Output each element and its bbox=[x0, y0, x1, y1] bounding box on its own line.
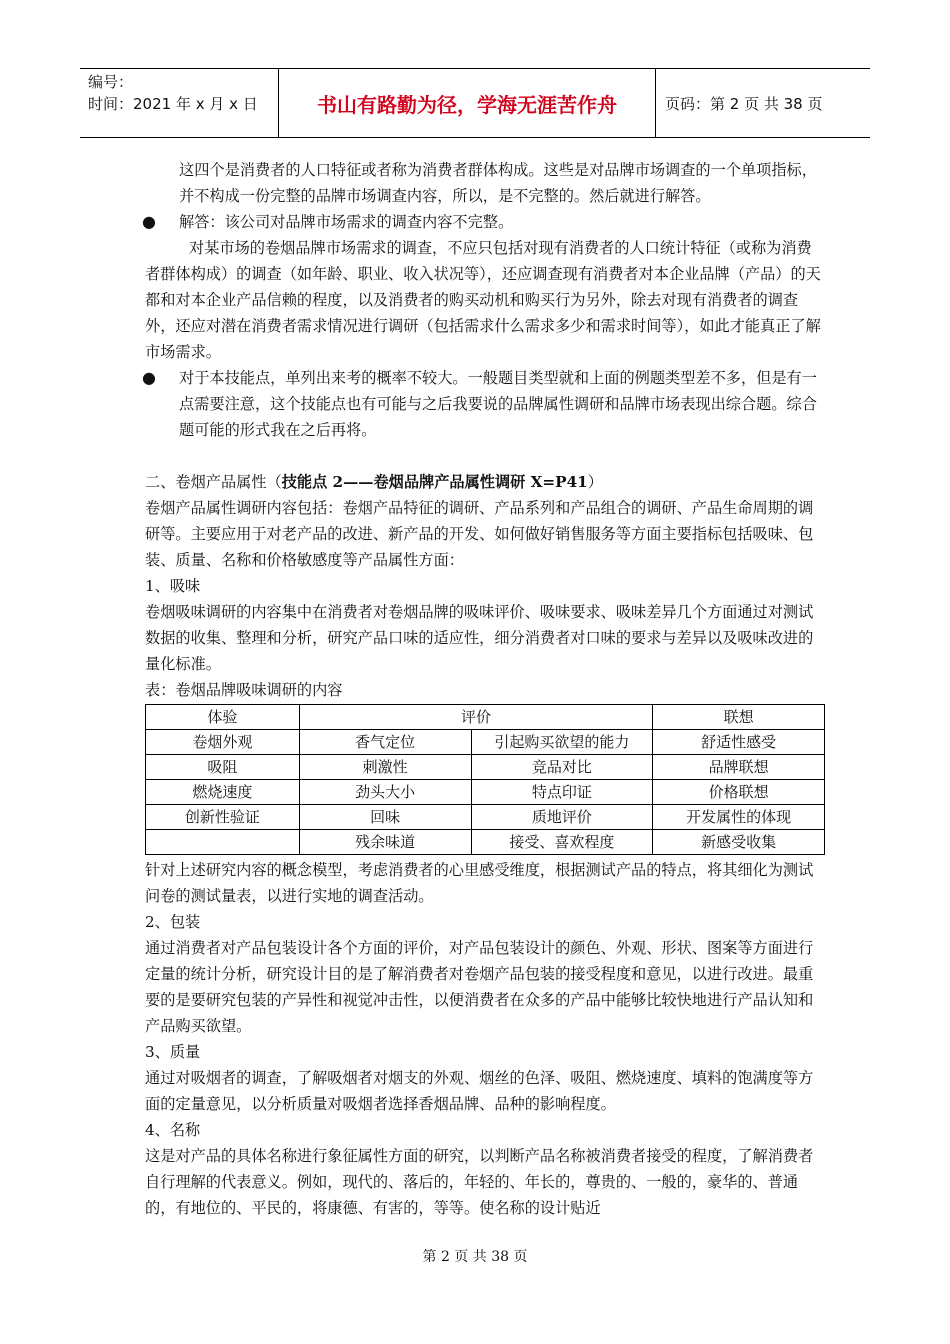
table-row bbox=[146, 780, 825, 805]
page-footer: 第 2 页 共 38 页 bbox=[422, 1249, 528, 1265]
table-header-cell: 体验 bbox=[146, 705, 300, 730]
subheading: 3、质量 bbox=[145, 1043, 201, 1061]
paragraph: 通过对吸烟者的调查，了解吸烟者对烟支的外观、烟丝的色泽、吸阻、燃烧速度、填料的饱满度等方面的定量意见，以分析质量对吸烟者选择香烟品牌、品种的影响程度。 bbox=[145, 1069, 814, 1113]
table-cell: 质地评价 bbox=[471, 805, 653, 830]
table-cell: 特点印证 bbox=[471, 780, 653, 805]
table-cell: 价格联想 bbox=[653, 780, 825, 805]
table-cell: 引起购买欲望的能力 bbox=[471, 730, 653, 755]
paragraph: 这四个是消费者的人口特征或者称为消费者群体构成。这些是对品牌市场调查的一个单项指标，并不构成一份完整的品牌市场调查内容，所以，是不完整的。然后就进行解答。 bbox=[179, 161, 817, 205]
paragraph: 对某市场的卷烟品牌市场需求的调查，不应只包括对现有消费者的人口统计特征（或称为消费者群体构成）的调查（如年龄、职业、收入状况等），还应调查现有消费者对本企业品牌（产品）的天都和对本企业产品信赖的程度，以及消费者的购买动机和购买行为另外，除去对现有消费者的调查外，还应对潜在消费者需求情况进行调研（包括需求什么需求多少和需求时间等），如此才能真正了解市场需求。 bbox=[145, 239, 821, 361]
paragraph: 卷烟吸味调研的内容集中在消费者对卷烟品牌的吸味评价、吸味要求、吸味差异几个方面通过对测试数据的收集、整理和分析，研究产品口味的适应性，细分消费者对口味的要求与差异以及吸味改进的量化标准。 bbox=[145, 603, 814, 673]
table-row bbox=[146, 830, 825, 855]
table-cell: 残余味道 bbox=[299, 830, 471, 855]
table-cell: 燃烧速度 bbox=[146, 780, 300, 805]
header-page-number: 页码：第 2 页 共 38 页 bbox=[665, 94, 823, 113]
header-motto: 书山有路勤为径，学海无涯苦作舟 bbox=[317, 92, 617, 117]
table-cell: 接受、喜欢程度 bbox=[471, 830, 653, 855]
table-cell: 香气定位 bbox=[299, 730, 471, 755]
page-header bbox=[80, 68, 870, 138]
bullet-icon: ● bbox=[142, 212, 156, 231]
header-divider bbox=[655, 69, 656, 137]
paragraph: 卷烟产品属性调研内容包括：卷烟产品特征的调研、产品系列和产品组合的调研、产品生命周期的调研等。主要应用于对老产品的改进、新产品的开发、如何做好销售服务等方面主要指标包括吸味、包装、质量、名称和价格敏感度等产品属性方面： bbox=[145, 499, 814, 569]
table-cell: 回味 bbox=[299, 805, 471, 830]
subheading: 4、名称 bbox=[145, 1121, 201, 1139]
table-caption: 表：卷烟品牌吸味调研的内容 bbox=[145, 681, 343, 699]
table-cell bbox=[146, 830, 300, 855]
bullet-text: 对于本技能点，单列出来考的概率不较大。一般题目类型就和上面的例题类型差不多，但是有一点需要注意，这个技能点也有可能与之后我要说的品牌属性调研和品牌市场表现出综合题。综合题可能的形式我在之后再将。 bbox=[179, 369, 817, 439]
paragraph: 这是对产品的具体名称进行象征属性方面的研究，以判断产品名称被消费者接受的程度，了解消费者自行理解的代表意义。例如，现代的、落后的，年轻的、年长的，尊贵的、一般的，豪华的、普通的，有地位的、平民的，将康德、有害的，等等。使名称的设计贴近 bbox=[145, 1147, 814, 1217]
header-date: 时间：2021 年 x 月 x 日 bbox=[88, 95, 258, 113]
table-cell: 创新性验证 bbox=[146, 805, 300, 830]
document-body bbox=[142, 157, 825, 1221]
bullet-text: 解答：该公司对品牌市场需求的调查内容不完整。 bbox=[179, 213, 514, 231]
spacer bbox=[145, 443, 825, 469]
table-header-row bbox=[146, 705, 825, 730]
table-header-cell: 评价 bbox=[299, 705, 652, 730]
bullet-icon: ● bbox=[142, 368, 156, 387]
bullet-item bbox=[142, 209, 825, 235]
table-row bbox=[146, 805, 825, 830]
table-cell: 刺激性 bbox=[299, 755, 471, 780]
subheading: 2、包装 bbox=[145, 913, 201, 931]
table-row bbox=[146, 730, 825, 755]
section-heading: 二、卷烟产品属性（技能点 2——卷烟品牌产品属性调研 X=P41） bbox=[145, 473, 603, 491]
table-cell: 开发属性的体现 bbox=[653, 805, 825, 830]
bullet-item bbox=[142, 365, 825, 443]
table-cell: 舒适性感受 bbox=[653, 730, 825, 755]
header-meta bbox=[88, 71, 258, 115]
table-header-cell: 联想 bbox=[653, 705, 825, 730]
table-cell: 吸阻 bbox=[146, 755, 300, 780]
table-cell: 品牌联想 bbox=[653, 755, 825, 780]
table-cell: 劲头大小 bbox=[299, 780, 471, 805]
paragraph: 通过消费者对产品包装设计各个方面的评价，对产品包装设计的颜色、外观、形状、图案等方面进行定量的统计分析，研究设计目的是了解消费者对卷烟产品包装的接受程度和意见，以进行改进。最重要的是要研究包装的产异性和视觉冲击性，以便消费者在众多的产品中能够比较快地进行产品认知和产品购买欲望。 bbox=[145, 939, 814, 1035]
table-row bbox=[146, 755, 825, 780]
header-id: 编号： bbox=[88, 73, 134, 91]
table-cell: 卷烟外观 bbox=[146, 730, 300, 755]
table-cell: 竞品对比 bbox=[471, 755, 653, 780]
subheading: 1、吸味 bbox=[145, 577, 201, 595]
taste-survey-table bbox=[145, 704, 825, 855]
table-cell: 新感受收集 bbox=[653, 830, 825, 855]
paragraph: 针对上述研究内容的概念模型，考虑消费者的心里感受维度，根据测试产品的特点，将其细化为测试问卷的测试量表，以进行实地的调查活动。 bbox=[145, 861, 814, 905]
